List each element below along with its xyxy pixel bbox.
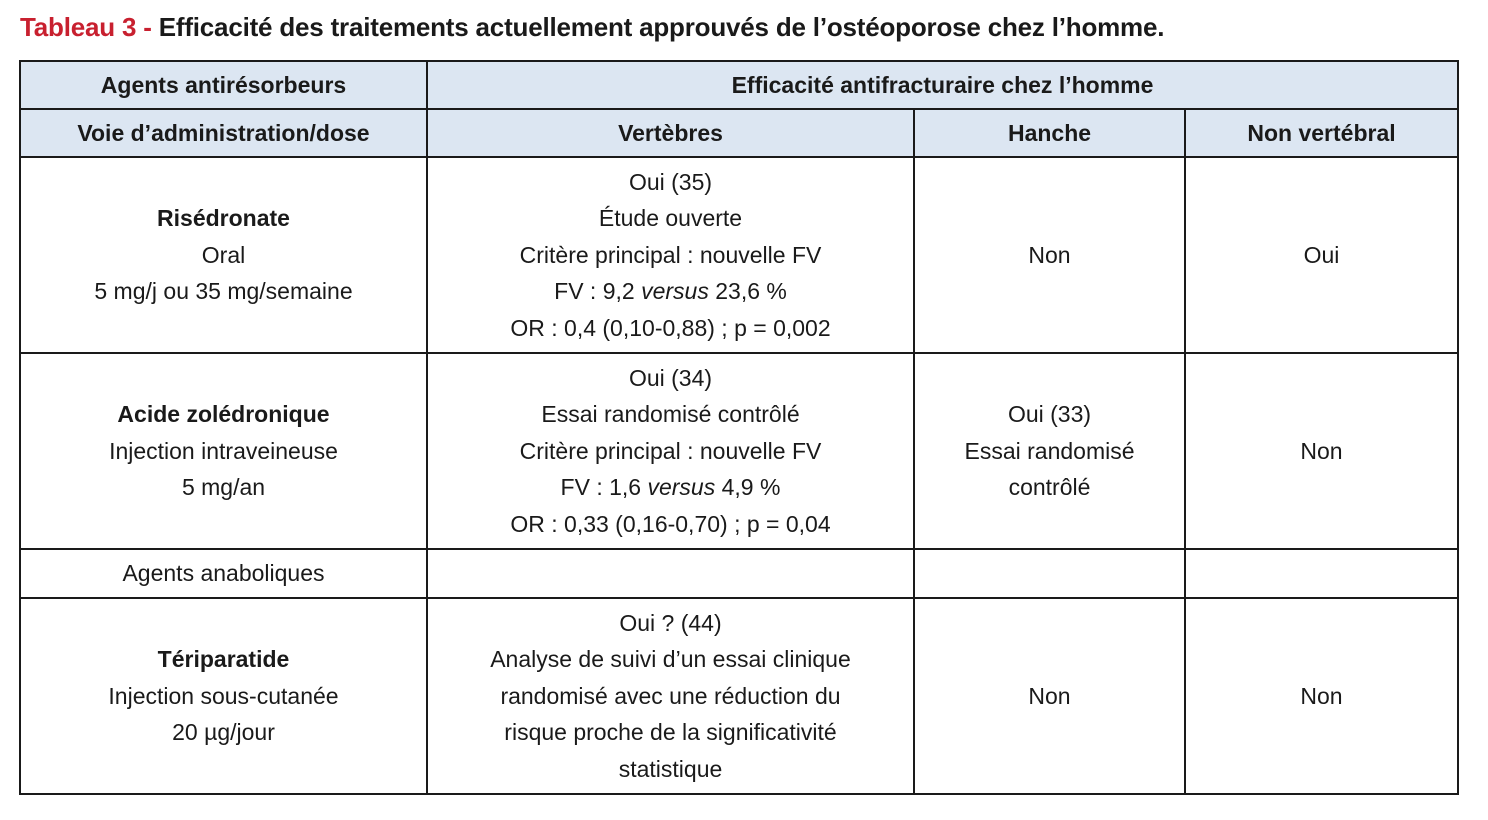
table-caption-label: Tableau 3 - (20, 12, 152, 42)
vertebres-line: Critère principal : nouvelle FV (519, 241, 822, 268)
agent-dose: 20 µg/jour (172, 719, 275, 746)
agent-dose: 5 mg/j ou 35 mg/semaine (94, 278, 353, 305)
agent-name: Acide zolédronique (117, 401, 330, 428)
vertebres-cell (427, 353, 914, 549)
vertebres-line: Analyse de suivi d’un essai clinique (490, 646, 851, 673)
empty-cell (1185, 549, 1458, 598)
header-agents-antiresorbeurs: Agents antirésorbeurs (20, 61, 427, 109)
hanche-line: Oui (33) (1007, 401, 1092, 428)
non-vertebral-cell: Non (1185, 353, 1458, 549)
fv-versus: versus (647, 474, 716, 501)
fv-prefix: FV : 9,2 (554, 278, 642, 305)
hanche-cell: Non (914, 157, 1185, 353)
agent-cell (20, 157, 427, 353)
table-caption-text: Efficacité des traitements actuellement approuvés de l’ostéoporose chez l’homme. (158, 12, 1165, 42)
header-non-vertebral: Non vertébral (1185, 109, 1458, 157)
non-vertebral-cell: Non (1185, 598, 1458, 794)
agent-cell (20, 353, 427, 549)
vertebres-line: Critère principal : nouvelle FV (519, 437, 822, 464)
fv-suffix: 4,9 % (715, 474, 781, 501)
table-row (20, 353, 1458, 549)
non-vertebral-cell: Oui (1185, 157, 1458, 353)
agent-name: Tériparatide (157, 646, 290, 673)
header-efficacite: Efficacité antifracturaire chez l’homme (427, 61, 1458, 109)
fv-versus: versus (641, 278, 709, 305)
section-agents-anaboliques: Agents anaboliques (20, 549, 427, 598)
table-row (20, 157, 1458, 353)
fv-prefix: FV : 1,6 (560, 474, 648, 501)
hanche-line: contrôlé (1008, 474, 1091, 501)
vertebres-line: Oui (34) (628, 364, 713, 391)
header-row-2 (20, 109, 1458, 157)
hanche-line: Essai randomisé (964, 437, 1135, 464)
vertebres-fv-line (434, 469, 907, 506)
fv-suffix: 23,6 % (708, 278, 787, 305)
agent-voie: Oral (201, 241, 246, 268)
hanche-cell (914, 353, 1185, 549)
vertebres-line: randomisé avec une réduction du (500, 682, 841, 709)
header-row-1 (20, 61, 1458, 109)
section-row (20, 549, 1458, 598)
vertebres-line: Oui ? (44) (619, 609, 722, 636)
vertebres-line: Étude ouverte (598, 205, 743, 232)
agent-cell (20, 598, 427, 794)
header-hanche: Hanche (914, 109, 1185, 157)
vertebres-line: risque proche de la significativité (504, 719, 837, 746)
empty-cell (427, 549, 914, 598)
agent-voie: Injection intraveineuse (109, 437, 338, 464)
table-caption (20, 12, 1164, 43)
hanche-cell: Non (914, 598, 1185, 794)
vertebres-or-line: OR : 0,33 (0,16-0,70) ; p = 0,04 (510, 510, 831, 537)
efficacy-table (19, 60, 1459, 795)
header-voie: Voie d’administration/dose (20, 109, 427, 157)
table-row (20, 598, 1458, 794)
vertebres-cell (427, 157, 914, 353)
vertebres-fv-line (434, 273, 907, 310)
vertebres-cell (427, 598, 914, 794)
header-vertebres: Vertèbres (427, 109, 914, 157)
empty-cell (914, 549, 1185, 598)
vertebres-line: Essai randomisé contrôlé (541, 401, 800, 428)
agent-dose: 5 mg/an (181, 474, 266, 501)
agent-name: Risédronate (157, 205, 290, 232)
vertebres-line: statistique (618, 755, 723, 782)
vertebres-or-line: OR : 0,4 (0,10-0,88) ; p = 0,002 (510, 314, 831, 341)
agent-voie: Injection sous-cutanée (108, 682, 339, 709)
vertebres-line: Oui (35) (628, 168, 713, 195)
